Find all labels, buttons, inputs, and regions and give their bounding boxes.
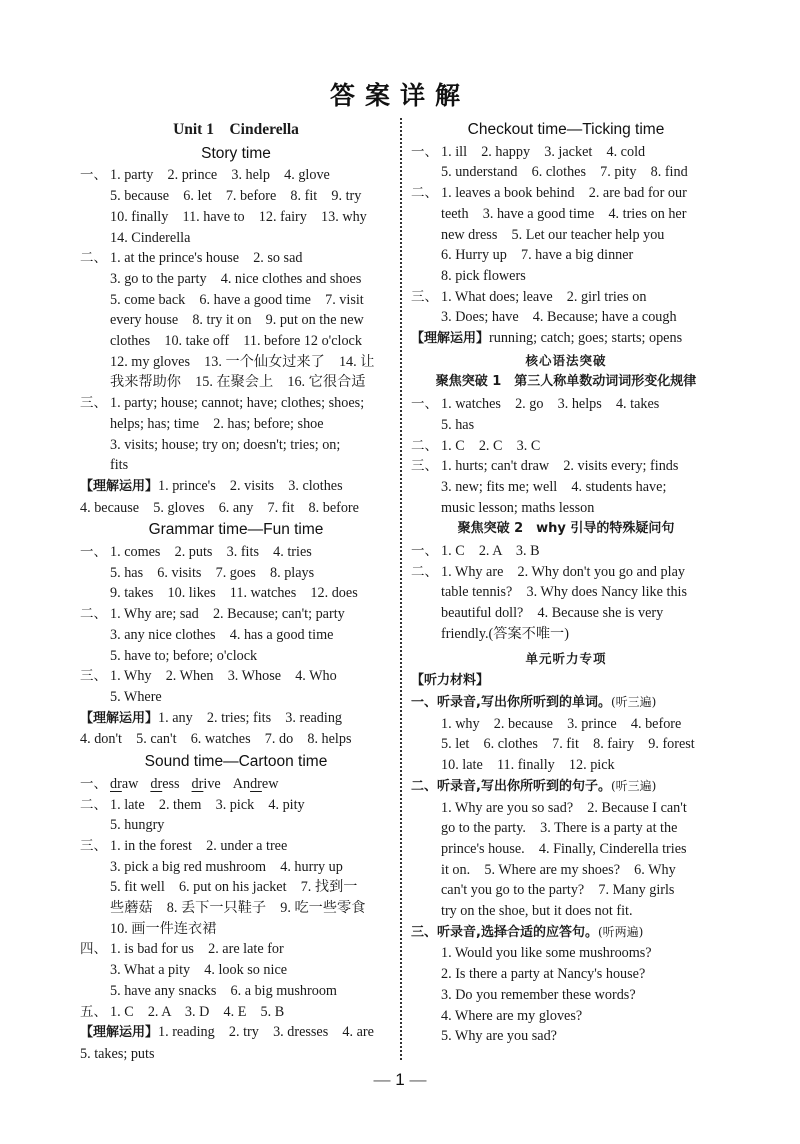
question-number: 一、 (411, 396, 438, 413)
question-block (80, 836, 392, 940)
answer-line: 5. has 6. visits 7. goes 8. plays (110, 564, 315, 581)
question-block (80, 248, 392, 393)
answer-line: 【理解运用】1. any 2. tries; fits 3. reading (80, 709, 343, 726)
answer-line: 5. understand 6. clothes 7. pity 8. find (441, 164, 688, 181)
section-title: Sound time—Cartoon time (144, 753, 328, 771)
answer-line: 1. Why are; sad 2. Because; can't; party (110, 606, 345, 623)
answer-line: 5. Why are you sad? (441, 1028, 557, 1045)
apply-block (80, 708, 392, 750)
question-number: 二、 (80, 606, 107, 623)
answer-line: 1. why 2. because 3. prince 4. before (441, 715, 682, 732)
prompt-text: 听录音,写出你所听到的句子。 (437, 778, 611, 794)
question-number: 一、 (411, 694, 438, 710)
answer-line: 3. visits; house; try on; doesn't; tries; on; (110, 436, 341, 453)
underlined-letters: dr (110, 775, 122, 792)
prompt-note: (听三遍) (610, 778, 657, 793)
question-block (80, 795, 392, 836)
apply-block (80, 476, 392, 518)
answer-line: 1. comes 2. puts 3. fits 4. tries (110, 544, 312, 561)
underlined-letters: dr (191, 775, 204, 792)
question-number: 二、 (411, 563, 438, 580)
answer-line: try on the shoe, but it does not fit. (441, 903, 633, 920)
answer-line: 3. What a pity 4. look so nice (110, 962, 288, 979)
answer-line: 10. finally 11. have to 12. fairy 13. why (110, 208, 367, 225)
material-tag: 【听力材料】 (411, 673, 490, 689)
answer-line: 【理解运用】1. prince's 2. visits 3. clothes (80, 477, 343, 494)
answer-line: teeth 3. have a good time 4. tries on her (441, 205, 687, 222)
question-block (411, 776, 721, 922)
underlined-letters: dr (150, 775, 163, 792)
question-block (80, 774, 392, 795)
checkout-time-section (411, 120, 721, 350)
answer-line: 1. at the prince's house 2. so sad (110, 250, 303, 267)
answer-line: 5. has (441, 416, 475, 433)
answer-line: can't you go to the party? 7. Many girls (441, 882, 675, 899)
question-block (411, 287, 721, 328)
question-block (411, 692, 721, 776)
question-number: 三、 (80, 395, 107, 412)
column-divider (400, 118, 402, 1060)
listening-section (411, 649, 721, 1047)
answer-line: 1. Why 2. When 3. Whose 4. Who (110, 668, 337, 685)
prompt-note: (听三遍) (610, 694, 657, 709)
question-number: 二、 (80, 250, 107, 267)
answer-line: 3. new; fits me; well 4. students have; (441, 478, 667, 495)
section-title: 核心语法突破 (525, 352, 607, 368)
answer-line: 14. Cinderella (110, 229, 191, 246)
question-number: 三、 (80, 668, 107, 685)
question-number: 一、 (80, 775, 107, 792)
question-number: 一、 (80, 167, 107, 184)
question-prompt (411, 692, 721, 714)
question-number: 二、 (80, 796, 107, 813)
answer-line: 1. watches 2. go 3. helps 4. takes (441, 396, 660, 413)
apply-tag: 【理解运用】 (80, 1025, 159, 1041)
question-block (411, 183, 721, 287)
right-column (411, 118, 721, 1047)
question-number: 一、 (411, 143, 438, 160)
answer-line: 3. any nice clothes 4. has a good time (110, 626, 334, 643)
question-block (80, 165, 392, 248)
grammar-time-section (80, 520, 392, 750)
answer-line: it on. 5. Where are my shoes? 6. Why (441, 861, 676, 878)
answer-line: 12. my gloves 13. 一个仙女过来了 14. 让 (110, 353, 375, 370)
question-block (411, 436, 721, 457)
answer-line: 8. pick flowers (441, 267, 526, 284)
question-number: 三、 (80, 837, 107, 854)
answer-line: 5. have to; before; o'clock (110, 647, 258, 664)
answer-line: 5. fit well 6. put on his jacket 7. 找到一 (110, 879, 358, 896)
focus-title: 聚焦突破 2 why 引导的特殊疑问句 (457, 521, 675, 537)
question-block (411, 541, 721, 562)
answer-line: beautiful doll? 4. Because she is very (441, 605, 664, 622)
underline-words (110, 774, 392, 795)
answer-line: 10. late 11. finally 12. pick (441, 757, 615, 774)
answer-line: 1. C 2. C 3. C (441, 437, 541, 454)
answer-line: 4. because 5. gloves 6. any 7. fit 8. before (80, 499, 359, 516)
section-title: Story time (201, 144, 271, 162)
underlined-letters: dr (250, 775, 262, 792)
question-number: 三、 (411, 288, 438, 305)
answer-line: fits (110, 457, 129, 474)
answer-line: 1. in the forest 2. under a tree (110, 837, 288, 854)
answer-line: 1. Why are 2. Why don't you go and play (441, 563, 685, 580)
answer-line: every house 8. try it on 9. put on the new (110, 312, 364, 329)
sound-time-section (80, 752, 392, 1065)
answer-line: 我来帮助你 15. 在聚会上 16. 它很合适 (110, 374, 366, 391)
answer-line: prince's house. 4. Finally, Cinderella tries (441, 840, 687, 857)
answer-line: 5. come back 6. have a good time 7. visit (110, 291, 364, 308)
question-block (80, 1002, 392, 1023)
question-number: 一、 (411, 543, 438, 560)
phonics-word: draw (110, 775, 139, 792)
answer-line: 3. Do you remember these words? (441, 986, 636, 1003)
phonics-word: drive (191, 775, 221, 792)
answer-line: 5. hungry (110, 817, 165, 834)
answer-line: 1. hurts; can't draw 2. visits every; finds (441, 458, 679, 475)
question-number: 二、 (411, 778, 438, 794)
section-title: 单元听力专项 (525, 650, 607, 666)
question-block (80, 604, 392, 666)
answer-line: helps; has; time 2. has; before; shoe (110, 415, 324, 432)
answer-line: table tennis? 3. Why does Nancy like this (441, 584, 687, 601)
question-number: 二、 (411, 437, 438, 454)
question-prompt (411, 776, 721, 798)
question-block (411, 562, 721, 645)
question-block (80, 939, 392, 1001)
question-block (411, 456, 721, 518)
question-number: 一、 (80, 544, 107, 561)
question-block (80, 542, 392, 604)
question-block (411, 142, 721, 183)
answer-line: clothes 10. take off 11. before 12 o'clock (110, 333, 362, 350)
answer-lines (411, 798, 721, 922)
answer-line: 2. Is there a party at Nancy's house? (441, 966, 646, 983)
left-column (80, 118, 392, 1065)
answer-line: 3. Does; have 4. Because; have a cough (441, 309, 677, 326)
question-number: 二、 (411, 185, 438, 202)
phonics-word: dress (150, 775, 180, 792)
question-block (411, 922, 721, 1047)
question-number: 三、 (411, 458, 438, 475)
section-title: Grammar time—Fun time (148, 521, 324, 539)
answer-lines (411, 714, 721, 776)
answer-line: 1. Why are you so sad? 2. Because I can't (441, 799, 687, 816)
question-number: 四、 (80, 941, 107, 958)
answer-line: 【理解运用】1. reading 2. try 3. dresses 4. are (80, 1024, 374, 1041)
answer-line: 1. leaves a book behind 2. are bad for our (441, 185, 687, 202)
question-number: 五、 (80, 1003, 107, 1020)
question-block (411, 394, 721, 435)
answer-line: 1. party; house; cannot; have; clothes; shoes; (110, 395, 365, 412)
answer-line: 5. Where (110, 688, 162, 705)
answer-line: 【理解运用】running; catch; goes; starts; opens (411, 330, 683, 347)
page-title: 答案详解 (329, 81, 470, 110)
question-block (80, 666, 392, 707)
answer-line: 5. let 6. clothes 7. fit 8. fairy 9. forest (441, 736, 695, 753)
answer-line: 9. takes 10. likes 11. watches 12. does (110, 585, 358, 602)
answer-line: 4. Where are my gloves? (441, 1007, 583, 1024)
apply-block (80, 1022, 392, 1064)
answer-line: 5. have any snacks 6. a big mushroom (110, 982, 337, 999)
answer-line: new dress 5. Let our teacher help you (441, 226, 665, 243)
answer-line: 10. 画一件连衣裙 (110, 920, 217, 937)
answer-line: 些蘑菇 8. 丢下一只鞋子 9. 吃一些零食 (110, 900, 366, 917)
apply-tag: 【理解运用】 (80, 710, 159, 726)
answer-line: music lesson; maths lesson (441, 499, 595, 516)
answer-line: go to the party. 3. There is a party at the (441, 820, 678, 837)
apply-tag: 【理解运用】 (80, 478, 159, 494)
answer-line: 5. takes; puts (80, 1045, 155, 1062)
answer-line: 3. pick a big red mushroom 4. hurry up (110, 858, 343, 875)
unit-title: Unit 1 Cinderella (173, 121, 299, 138)
apply-block (411, 328, 721, 350)
answer-line: 1. Would you like some mushrooms? (441, 945, 652, 962)
story-time-section (80, 144, 392, 519)
phonics-word: Andrew (232, 775, 279, 792)
question-block (80, 393, 392, 476)
answer-line: 1. ill 2. happy 3. jacket 4. cold (441, 143, 646, 160)
apply-tag: 【理解运用】 (411, 331, 490, 347)
focus-title: 聚焦突破 1 第三人称单数动词词形变化规律 (435, 374, 697, 390)
page-number: — 1 — (373, 1070, 427, 1089)
answer-line: 4. don't 5. can't 6. watches 7. do 8. helps (80, 731, 352, 748)
answer-line: 5. because 6. let 7. before 8. fit 9. try (110, 188, 362, 205)
answer-line: 3. go to the party 4. nice clothes and shoes (110, 270, 362, 287)
answer-line: 1. is bad for us 2. are late for (110, 941, 284, 958)
answer-line: 6. Hurry up 7. have a big dinner (441, 247, 634, 264)
section-title: Checkout time—Ticking time (467, 121, 665, 138)
answer-lines (411, 943, 721, 1047)
prompt-text: 听录音,写出你所听到的单词。 (437, 694, 611, 710)
grammar-core-section (411, 351, 721, 645)
answer-line: 1. C 2. A 3. B (441, 543, 540, 560)
question-number: 三、 (411, 924, 438, 940)
answer-line: friendly.(答案不唯一) (441, 625, 569, 642)
page-number-value: 1 (395, 1070, 405, 1089)
prompt-note: (听两遍) (597, 924, 644, 939)
answer-line: 1. C 2. A 3. D 4. E 5. B (110, 1003, 285, 1020)
prompt-text: 听录音,选择合适的应答句。 (437, 924, 598, 940)
question-prompt (411, 922, 721, 944)
answer-line: 1. What does; leave 2. girl tries on (441, 288, 647, 305)
answer-line: 1. late 2. them 3. pick 4. pity (110, 796, 305, 813)
answer-line: 1. party 2. prince 3. help 4. glove (110, 167, 330, 184)
